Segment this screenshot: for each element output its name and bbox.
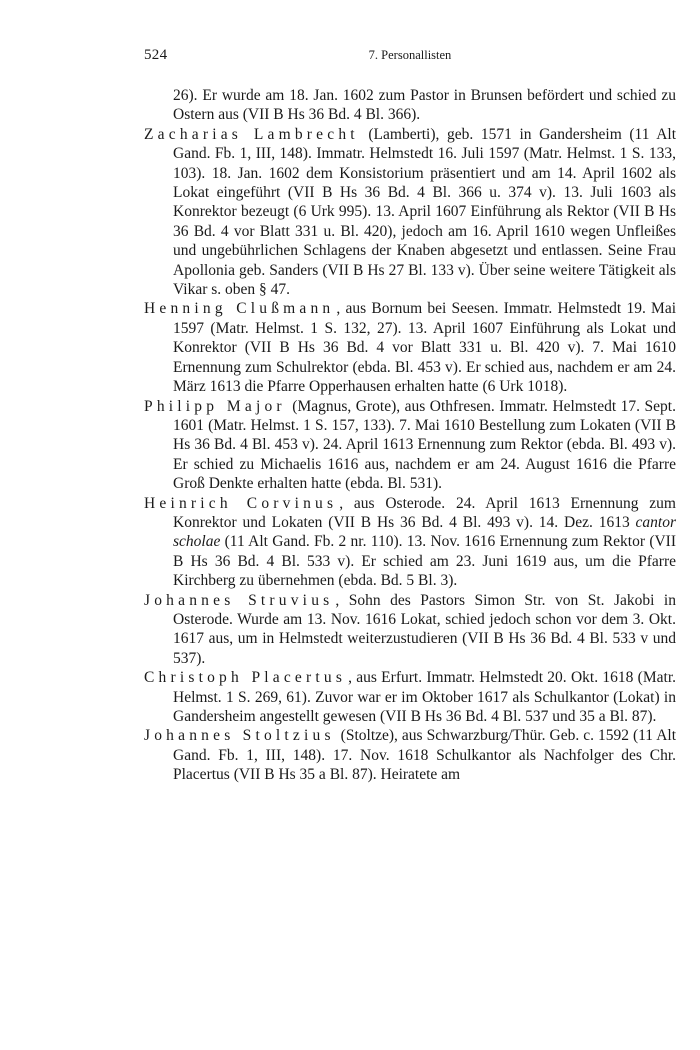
entry-zacharias-lambrecht (144, 125, 676, 300)
page-number: 524 (144, 47, 168, 63)
entry-text: , aus Osterode. 24. April 1613 Ernennung zum Konrektor und Lokaten (VII B Hs 36 Bd. 4 Bl. 493 v). 14. Dez. 1613 (173, 494, 676, 531)
entry-text: (11 Alt Gand. Fb. 2 nr. 110). 13. Nov. 1616 Ernennung zum Rektor (VII B Hs 36 Bd. 4 Bl. 533 v). Er schied am 23. Juni 1619 aus, um die Pfarre Kirchberg zu übernehmen (ebda. Bd. 5 Bl. 3). (173, 533, 676, 590)
entry-johannes-struvius (144, 591, 676, 669)
entry-name: Christoph Placertus (144, 669, 347, 687)
entry-name: Philipp Major (144, 397, 286, 415)
entry-text: (Lamberti), geb. 1571 in Gandersheim (11 Alt Gand. Fb. 1, III, 148). Immatr. Helmstedt 16. Juli 1597 (Matr. Helmst. 1 S. 133, 103). 18. Jan. 1602 dem Konsistorium präsentiert und am 14. April 1602 als Lokat eingeführt (VII B Hs 36 Bd. 4 Bl. 366 u. 374 v). 13. Juli 1603 als Konrektor bezeugt (6 Urk 995). 13. April 1607 Einführung als Rektor (VII B Hs 36 Bd. 4 vor Blatt 331 u. Bl. 420), jedoch am 16. April 1610 wegen Unfleißes und ungebührlichen Schlagens der Knaben abgesetzt und entlassen. Seine Frau Apollonia geb. Sanders (VII B Hs 27 Bl. 133 v). Über seine weitere Tätigkeit als Vikar s. oben § 47. (173, 125, 676, 299)
entry-christoph-placertus (144, 668, 676, 726)
entry-italic-term: cantor scholae (173, 513, 676, 551)
entry-text: , aus Bornum bei Seesen. Immatr. Helmstedt 19. Mai 1597 (Matr. Helmst. 1 S. 132, 27). 13. April 1607 Einführung als Lokat und Konrektor (VII B Hs 36 Bd. 4 vor Blatt 331 u. Bl. 420 v). 7. Mai 1610 Ernennung zum Schulrektor (ebda. Bl. 453 v). Er schied aus, nachdem er am 24. März 1613 die Pfarre Opperhausen erhalten hatte (6 Urk 1018). (173, 300, 677, 396)
entry-text: , Sohn des Pastors Simon Str. von St. Jakobi in Osterode. Wurde am 13. Nov. 1616 Lokat, schied jedoch schon vor dem 3. Okt. 1617 aus, um in Helmstedt weiterzustudieren (VII B Hs 36 Bd. 4 Bl. 533 v und 537). (173, 591, 676, 667)
entry-text: , aus Erfurt. Immatr. Helmstedt 20. Okt. 1618 (Matr. Helmst. 1 S. 269, 61). Zuvor war er im Oktober 1617 als Schulkantor (Lokat) in Gandersheim angestellt gewesen (VII B Hs 36 Bd. 4 Bl. 537 und 35 a Bl. 87). (173, 669, 676, 725)
entry-name: Johannes Struvius (144, 591, 334, 609)
entry-henning-clussmann (144, 299, 676, 396)
page-body (144, 86, 676, 785)
entry-heinrich-corvinus (144, 494, 676, 591)
entry-johannes-stoltzius (144, 726, 676, 784)
entry-text: (Magnus, Grote), aus Othfresen. Immatr. Helmstedt 17. Sept. 1601 (Matr. Helmst. 1 S. 157, 133). 7. Mai 1610 Bestellung zum Lokaten (VII B Hs 36 Bd. 4 Bl. 453 v). 24. April 1613 Ernennung zum Rektor (ebda. Bl. 493 v). Er schied zu Michaelis 1616 aus, nachdem er am 24. August 1616 die Pfarre Groß Denkte erhalten hatte (ebda. Bl. 531). (173, 397, 676, 493)
entry-name: Henning Clußmann (144, 300, 335, 318)
entry-name: Johannes Stoltzius (144, 727, 335, 745)
running-head: 7. Personallisten (368, 48, 452, 62)
entry-name: Heinrich Corvinus (144, 494, 338, 512)
entry-philipp-major (144, 397, 676, 494)
entry-text: 26). Er wurde am 18. Jan. 1602 zum Pastor in Brunsen befördert und schied zu Ostern aus (VII B Hs 36 Bd. 4 Bl. 366). (173, 87, 676, 124)
entry-text: (Stoltze), aus Schwarzburg/Thür. Geb. c. 1592 (11 Alt Gand. Fb. 1, III, 148). 17. Nov. 1618 Schulkantor als Nachfolger des Chr. Placertus (VII B Hs 35 a Bl. 87). Heiratete am (173, 727, 676, 784)
entry-continuation (144, 86, 676, 125)
entry-name: Zacharias Lambrecht (144, 125, 359, 143)
page-header (144, 47, 676, 67)
